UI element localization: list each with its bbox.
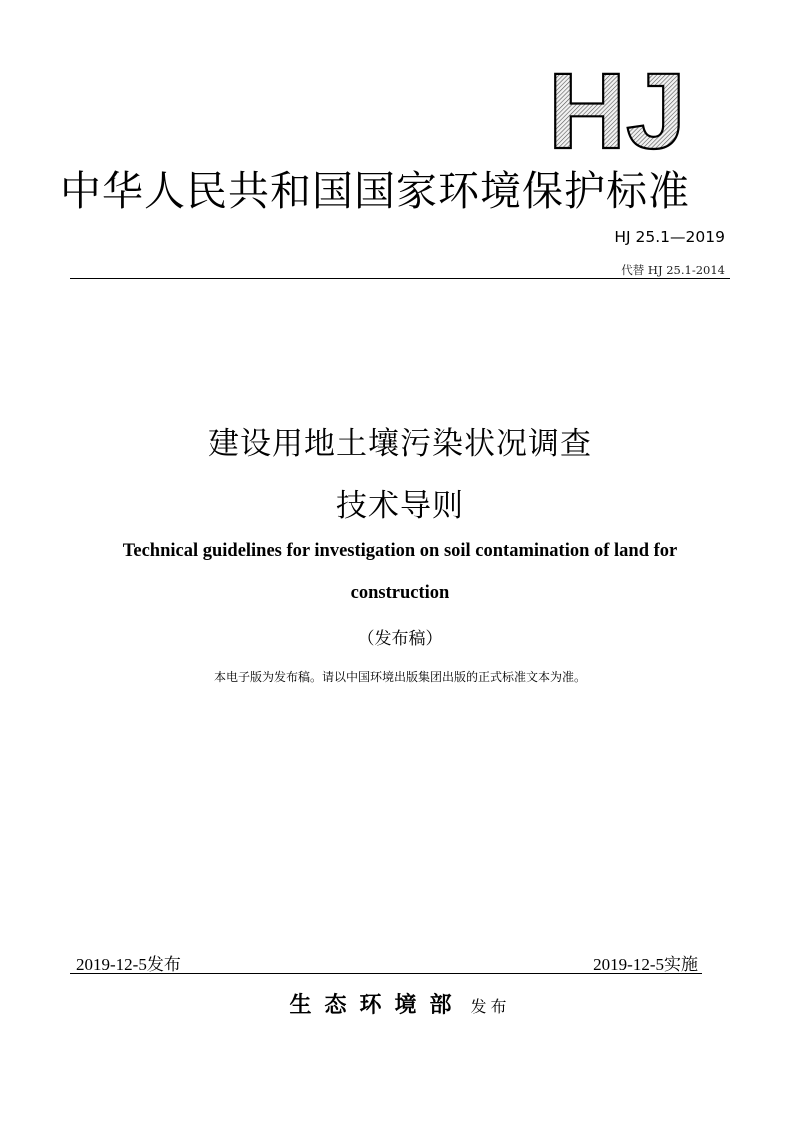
effective-date: 2019-12-5实施 <box>593 955 698 974</box>
issuer-line <box>0 988 800 1019</box>
document-title-cn-line1: 建设用地土壤污染状况调查 <box>208 426 592 462</box>
issued-by-label: 发布 <box>470 997 511 1016</box>
footer-divider <box>70 973 702 974</box>
issuing-authority: 生态环境部 <box>289 993 465 1018</box>
draft-tag: （发布稿） <box>357 629 443 649</box>
publish-date: 2019-12-5发布 <box>76 955 181 974</box>
edition-note: 本电子版为发布稿。请以中国环境出版集团出版的正式标准文本为准。 <box>213 670 586 684</box>
document-title-en-line2: construction <box>350 583 450 603</box>
header-divider <box>70 278 730 279</box>
document-title-en-line1: Technical guidelines for investigation on soil contamination of land for <box>122 541 678 561</box>
replaces-standard: 代替 HJ 25.1-2014 <box>621 263 725 277</box>
standard-series-title: 中华人民共和国国家环境保护标准 <box>60 167 690 215</box>
hj-logo <box>536 68 698 152</box>
svg-text:HJ: HJ <box>547 68 687 152</box>
standard-number: HJ 25.1—2019 <box>614 228 725 246</box>
document-title-cn-line2: 技术导则 <box>336 488 464 524</box>
